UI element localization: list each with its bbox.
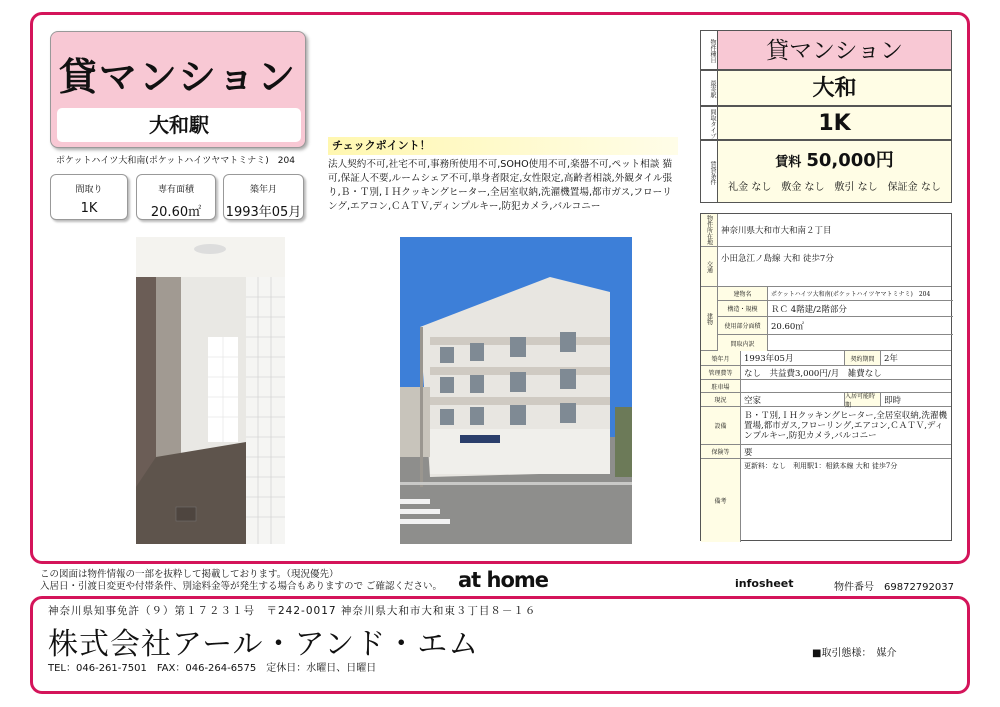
- checkpoint-text: 法人契約不可,社宅不可,事務所使用不可,SOHO使用不可,楽器不可,ペット相談 猫可,保証人不要,ルームシェア不可,単身者限定,女性限定,高齢者相談,外観タイル張り,Ｂ・Ｔ別,ＩＨクッキングヒーター,全居室収納,洗濯機置場,都市ガス,フローリング,エアコン,ＣＡＴＶ,ディンプルキー,防犯カメラ,バルコニー: [328, 159, 673, 212]
- mgmt-value: なし 共益費3,000円/月 雑費なし: [744, 368, 882, 379]
- cell-label: 現況: [701, 393, 741, 406]
- status-value: 空家: [741, 393, 845, 406]
- floorplan-value: [768, 335, 953, 351]
- row-label: 物件所在地: [701, 214, 718, 246]
- cell-label: 入居可能時期: [845, 393, 881, 406]
- disclaimer-line: 入居日・引渡日変更や付帯条件、別途料金等が発生する場合もありますので ご確認ください。: [40, 581, 443, 592]
- summary-station: 大和: [812, 76, 857, 101]
- bname-value: ポケットハイツ大和南(ポケットハイツヤマトミナミ) 204: [771, 291, 931, 298]
- remarks-value: 更新料：なし 利用駅1：相鉄本線 大和 徒歩7分: [744, 462, 898, 470]
- area-value: 20.60㎡: [771, 321, 804, 332]
- property-number: 物件番号 69872792037: [834, 582, 954, 593]
- table-row: [701, 214, 951, 247]
- cell-label: 備考: [701, 459, 741, 542]
- cell-label: 使用部分面積: [718, 317, 768, 334]
- infosheet-label: infosheet: [735, 577, 794, 590]
- summary-station-row: [700, 70, 952, 106]
- stat-label: 専有面積: [157, 185, 194, 195]
- details-table: [700, 213, 952, 541]
- cell-label: 築年月: [701, 351, 741, 365]
- side-label: 物件種目: [701, 31, 718, 69]
- stat-label: 間取り: [75, 185, 103, 195]
- stat-area: [136, 174, 216, 220]
- table-row: [718, 301, 953, 317]
- property-type-title: 貸マンション: [58, 55, 298, 99]
- table-row: [718, 317, 953, 335]
- structure-value: ＲＣ 4階建/2階部分: [771, 304, 847, 315]
- stat-value: 20.60㎡: [150, 205, 202, 220]
- summary-rent-row: [700, 140, 952, 203]
- table-row: [701, 407, 951, 445]
- checkpoint-header: チェックポイント！: [328, 137, 678, 155]
- cell-label: 設備: [701, 407, 741, 444]
- exterior-photo: [400, 237, 632, 544]
- station-label: 大和駅: [57, 108, 301, 142]
- table-row: [701, 445, 951, 459]
- summary-layout-row: [700, 106, 952, 140]
- stat-value: 1K: [80, 201, 98, 216]
- table-row: [701, 366, 951, 380]
- rent-block: [718, 141, 951, 202]
- side-label: 間取タイプ: [701, 107, 718, 139]
- table-row: [718, 287, 953, 301]
- side-label: 最寄駅: [701, 71, 718, 105]
- athome-logo: at home: [458, 568, 549, 592]
- facility-value: Ｂ・Ｔ別,ＩＨクッキングヒーター,全居室収納,洗濯機置場,都市ガス,フローリング,エアコン,ＣＡＴＶ,ディンプルキー,防犯カメラ,バルコニー: [744, 410, 948, 441]
- row-label: 交通: [701, 247, 718, 286]
- cell-label: 管理費等: [701, 366, 741, 379]
- traffic-value: 小田急江ノ島線 大和 徒歩7分: [721, 254, 834, 264]
- table-row: [701, 351, 951, 366]
- period-value: 2年: [884, 354, 898, 364]
- license-info: 神奈川県知事免許（９）第１７２３１号 〒242-0017 神奈川県大和市大和東３丁目８－１６: [48, 605, 537, 617]
- title-box: [50, 31, 306, 148]
- location-value: 神奈川県大和市大和南２丁目: [721, 226, 832, 236]
- stat-label: 築年月: [249, 185, 277, 195]
- cell-label: 契約期間: [845, 351, 881, 365]
- stat-layout: [50, 174, 128, 220]
- movein-value: 即時: [884, 395, 902, 406]
- table-row: [701, 380, 951, 393]
- table-row: [701, 393, 951, 407]
- table-row: [701, 459, 951, 542]
- summary-layout: 1K: [818, 111, 851, 136]
- stat-value: 1993年05月: [225, 205, 302, 220]
- table-row: [718, 335, 953, 351]
- company-name: 株式会社アール・アンド・エム: [48, 627, 480, 662]
- corridor-photo: [136, 237, 285, 544]
- row-label: 建物: [701, 287, 718, 350]
- insurance-value: 要: [744, 447, 753, 458]
- stat-built: [223, 174, 304, 220]
- rent-conditions: 礼金 なし 敷金 なし 敷引 なし 保証金 なし: [728, 182, 941, 193]
- rent-value: 50,000円: [806, 150, 894, 171]
- cell-label: 駐車場: [701, 380, 741, 392]
- transaction-type: ■取引態様： 媒介: [812, 648, 897, 659]
- cell-label: 保険等: [701, 445, 741, 458]
- rent-label: 賃料: [775, 155, 802, 170]
- built-value: 1993年05月: [741, 351, 845, 365]
- table-row: [701, 287, 951, 351]
- cell-label: 構造・規模: [718, 301, 768, 316]
- table-row: [701, 247, 951, 287]
- summary-type-row: [700, 30, 952, 70]
- building-name: ポケットハイツ大和南(ポケットハイツヤマトミナミ) 204: [56, 156, 295, 166]
- side-label: 賃貸条件: [701, 141, 718, 202]
- company-contact: TEL：046-261-7501 FAX：046-264-6575 定休日：水曜日、日曜日: [48, 663, 377, 674]
- cell-label: 建物名: [718, 287, 768, 300]
- summary-type: 貸マンション: [766, 38, 903, 64]
- disclaimer: [40, 569, 442, 593]
- disclaimer-line: この図面は物件情報の一部を抜粋して掲載しております。（現況優先）: [40, 569, 339, 580]
- cell-label: 間取内訳: [718, 335, 768, 351]
